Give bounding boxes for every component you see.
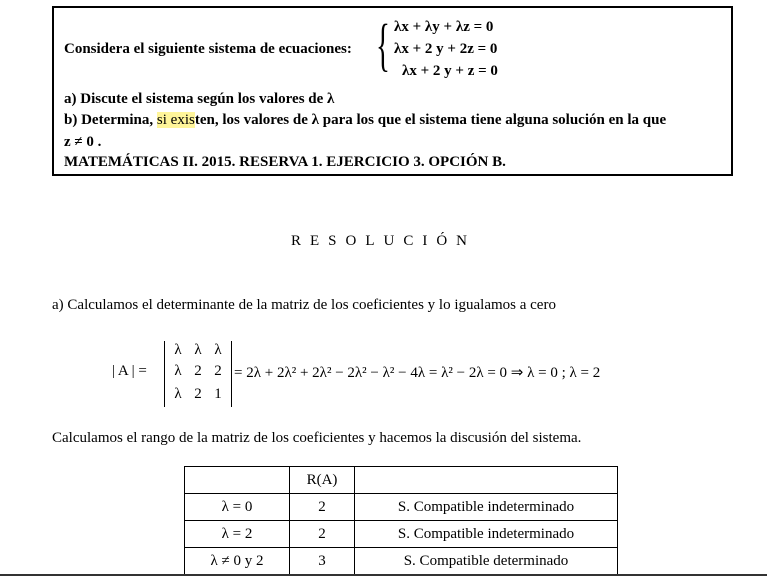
table-row <box>185 548 618 575</box>
det-result: = 2λ + 2λ² + 2λ² − 2λ² − λ² − 4λ = λ² − 2λ = 0 ⇒ λ = 0 ; λ = 2 <box>234 365 601 381</box>
table-header-row <box>185 467 618 494</box>
equation-3: λx + 2 y + z = 0 <box>402 63 498 79</box>
resolution-title: RESOLUCIÓN <box>290 233 476 249</box>
part-b-rest: ten, los valores de λ para los que el sistema tiene alguna solución en la que <box>194 112 667 128</box>
matrix-cell: λ <box>174 386 182 402</box>
table-cell: 3 <box>290 548 355 575</box>
matrix <box>164 341 232 407</box>
discussion-table <box>184 466 618 575</box>
table-row <box>185 521 618 548</box>
matrix-cell: 1 <box>214 386 222 402</box>
table-row <box>185 494 618 521</box>
matrix-cell: 2 <box>214 363 222 379</box>
table-cell: S. Compatible determinado <box>355 548 618 575</box>
problem-source: MATEMÁTICAS II. 2015. RESERVA 1. EJERCICIO 3. OPCIÓN B. <box>64 154 506 170</box>
highlighted-text: si exis <box>156 112 195 128</box>
matrix-cell: 2 <box>194 363 202 379</box>
equation-system <box>394 16 498 82</box>
matrix-cell: λ <box>214 342 222 358</box>
header-cell <box>355 467 618 494</box>
table-cell: λ = 0 <box>185 494 290 521</box>
table-cell: λ = 2 <box>185 521 290 548</box>
table-cell: S. Compatible indeterminado <box>355 521 618 548</box>
det-label: | A | = <box>112 363 147 379</box>
matrix-cell: λ <box>174 363 182 379</box>
equation-2: λx + 2 y + 2z = 0 <box>394 41 498 57</box>
problem-intro: Considera el siguiente sistema de ecuaciones: <box>64 41 352 57</box>
system-brace: { <box>376 12 390 77</box>
matrix-cell: λ <box>174 342 182 358</box>
matrix-cell: λ <box>194 342 202 358</box>
step-rank-text: Calculamos el rango de la matriz de los coeficientes y hacemos la discusión del sistema. <box>52 430 582 446</box>
header-cell: R(A) <box>290 467 355 494</box>
table-cell: S. Compatible indeterminado <box>355 494 618 521</box>
part-b-start: b) Determina, <box>64 112 157 128</box>
equation-1: λx + λy + λz = 0 <box>394 19 494 35</box>
matrix-cell: 2 <box>194 386 202 402</box>
step-a-text: a) Calculamos el determinante de la matriz de los coeficientes y lo igualamos a cero <box>52 297 556 313</box>
table-cell: 2 <box>290 494 355 521</box>
header-cell <box>185 467 290 494</box>
table-cell: 2 <box>290 521 355 548</box>
part-b <box>64 112 666 129</box>
problem-box <box>52 6 733 176</box>
part-b-condition: z ≠ 0 . <box>64 134 102 150</box>
part-a: a) Discute el sistema según los valores de λ <box>64 91 335 107</box>
table-cell: λ ≠ 0 y 2 <box>185 548 290 575</box>
